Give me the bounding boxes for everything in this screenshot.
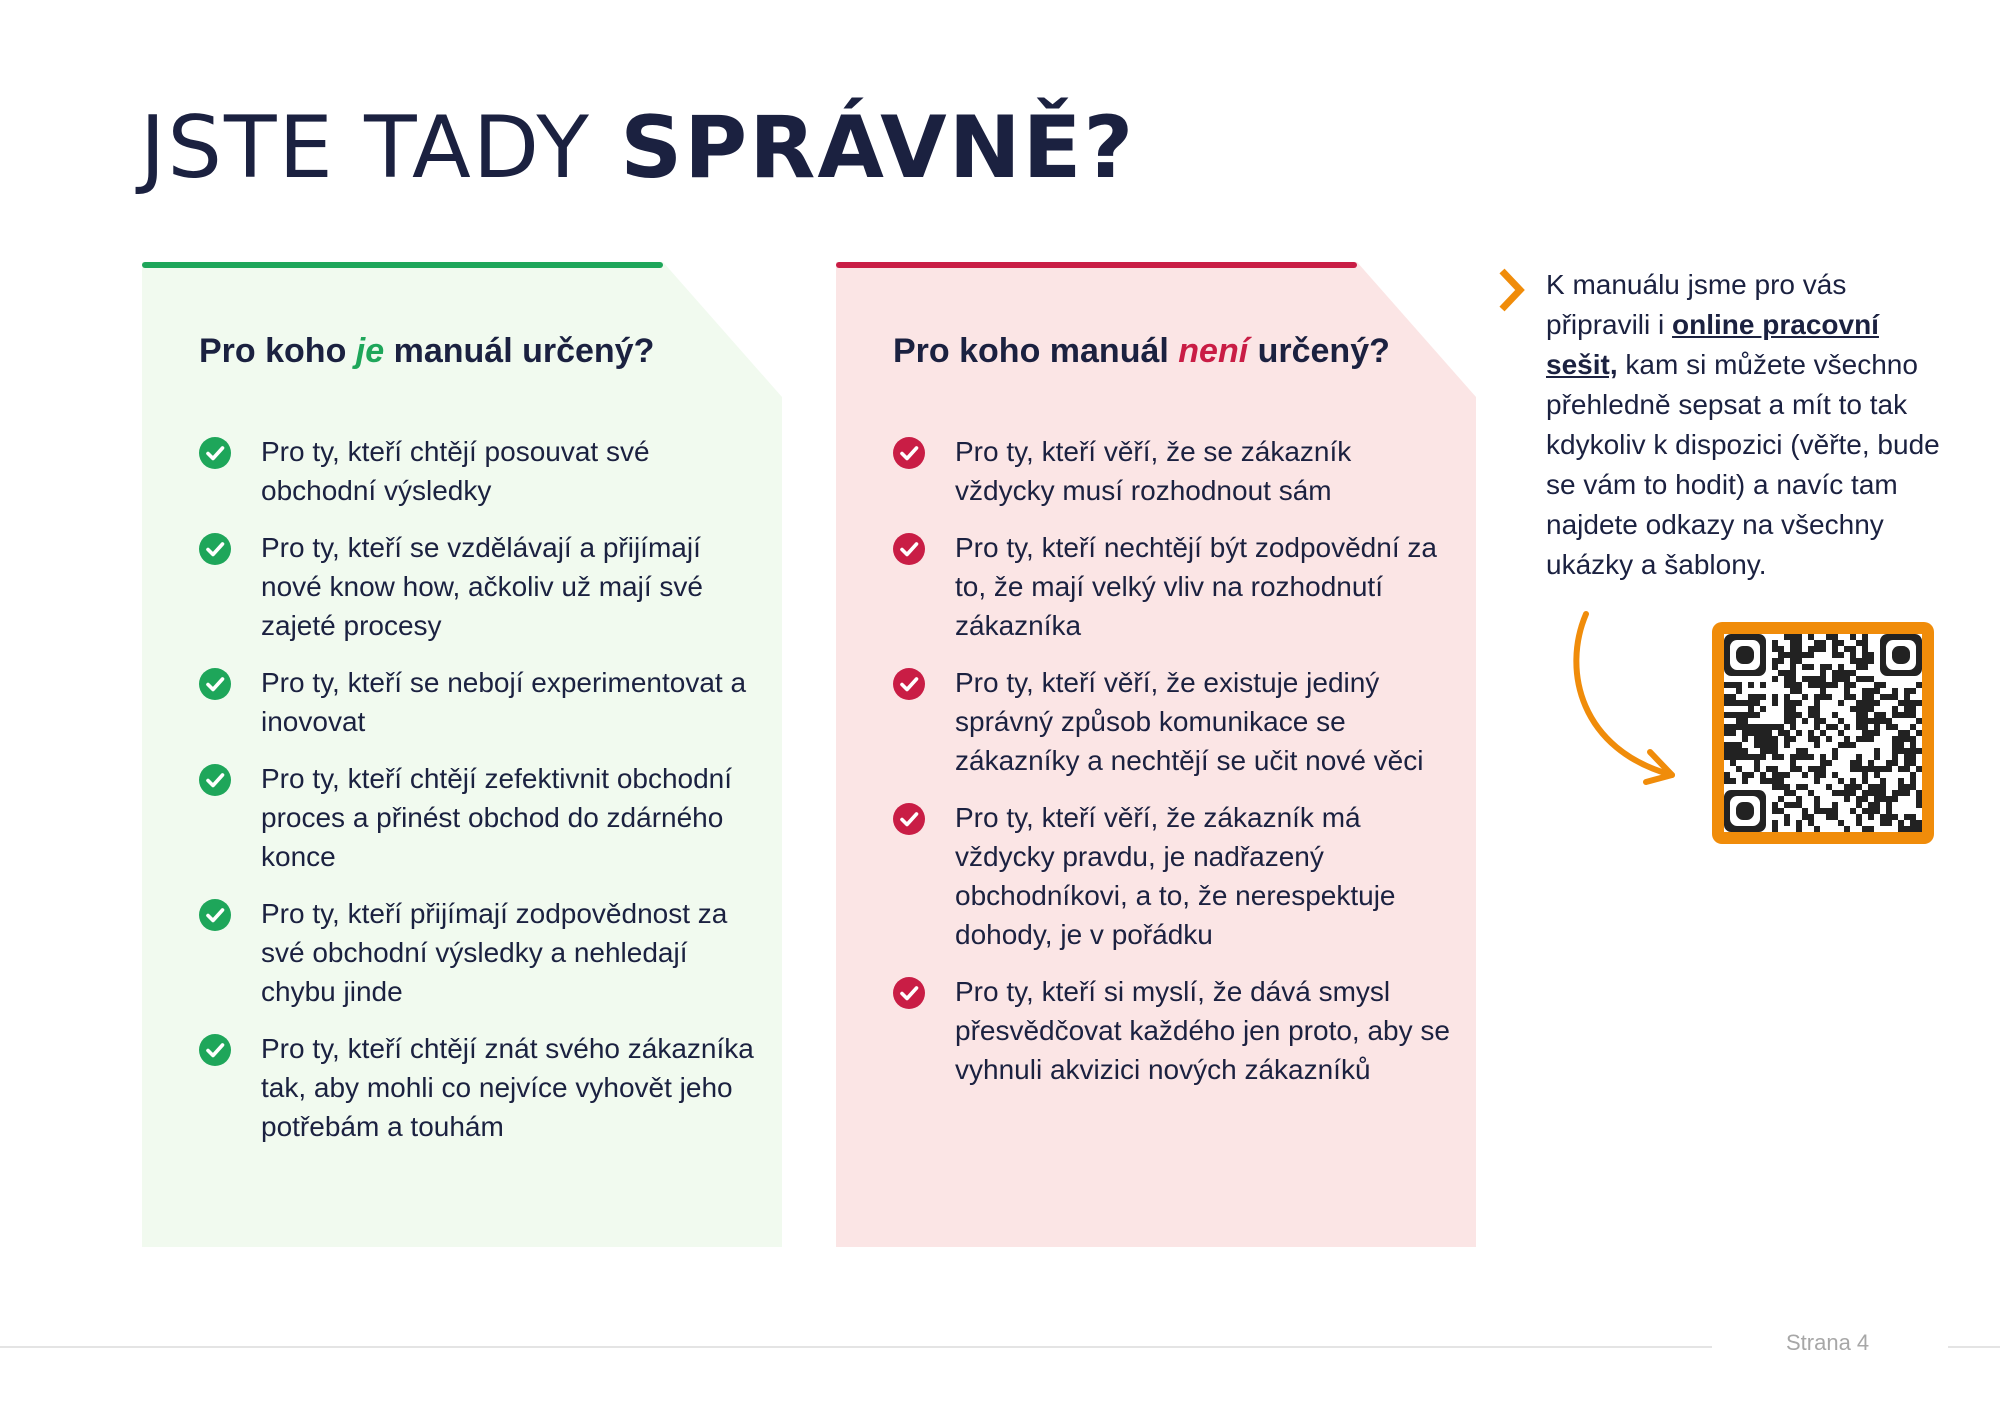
no-card-accent-bar [836, 262, 1357, 268]
no-card [836, 262, 1476, 1247]
no-list-item [893, 432, 1453, 510]
title-light: JSTE TADY [140, 98, 621, 198]
yes-heading-emphasis: je [355, 332, 385, 370]
yes-list-item [199, 1029, 759, 1146]
yes-item-text: Pro ty, kteří se vzdělávají a přijímají nové know how, ačkoliv už mají své zajeté procesy [261, 532, 703, 641]
curved-arrow-icon [1560, 610, 1680, 790]
title-bold: SPRÁVNĚ? [620, 98, 1136, 198]
check-circle-icon [199, 899, 231, 931]
yes-item-text: Pro ty, kteří chtějí posouvat své obchodní výsledky [261, 436, 650, 506]
no-list [893, 432, 1453, 1107]
check-circle-icon [893, 668, 925, 700]
check-circle-icon [199, 1034, 231, 1066]
check-circle-icon [199, 764, 231, 796]
side-note-text-after: kam si můžete všechno přehledně sepsat a mít to tak kdykoliv k dispozici (věřte, bude se vám to hodit) a navíc tam najdete odkazy na všechny ukázky a šablony. [1546, 349, 1940, 580]
no-item-text: Pro ty, kteří si myslí, že dává smysl přesvědčovat každého jen proto, aby se vyhnuli akvizici nových zákazníků [955, 976, 1450, 1085]
check-circle-icon [893, 803, 925, 835]
qr-code [1724, 634, 1922, 832]
check-circle-icon [893, 977, 925, 1009]
check-circle-icon [199, 437, 231, 469]
yes-card-accent-bar [142, 262, 663, 268]
no-heading-part2: určený? [1248, 332, 1390, 370]
yes-list-item [199, 759, 759, 876]
yes-heading-part2: manuál určený? [384, 332, 655, 370]
no-list-item [893, 663, 1453, 780]
yes-item-text: Pro ty, kteří chtějí znát svého zákazníka tak, aby mohli co nejvíce vyhovět jeho potřebám a touhám [261, 1033, 754, 1142]
check-circle-icon [893, 437, 925, 469]
yes-list-item [199, 663, 759, 741]
side-note [1496, 265, 1956, 585]
yes-card-heading [199, 332, 654, 371]
no-item-text: Pro ty, kteří nechtějí být zodpovědní za to, že mají velký vliv na rozhodnutí zákazníka [955, 532, 1437, 641]
online-workbook-link[interactable]: online pracovní sešit, [1546, 309, 1879, 380]
no-list-item [893, 972, 1453, 1089]
check-circle-icon [199, 533, 231, 565]
check-circle-icon [893, 533, 925, 565]
no-list-item [893, 798, 1453, 954]
yes-item-text: Pro ty, kteří se nebojí experimentovat a inovovat [261, 667, 747, 737]
chevron-right-icon [1496, 267, 1526, 313]
yes-item-text: Pro ty, kteří chtějí zefektivnit obchodní proces a přinést obchod do zdárného konce [261, 763, 733, 872]
side-note-text-before: K manuálu jsme pro vás připravili i [1546, 269, 1847, 340]
yes-item-text: Pro ty, kteří přijímají zodpovědnost za své obchodní výsledky a nehledají chybu jinde [261, 898, 728, 1007]
page-number: Strana 4 [1786, 1330, 1870, 1355]
no-list-item [893, 528, 1453, 645]
qr-code-frame[interactable] [1712, 622, 1934, 844]
no-heading-emphasis: není [1178, 332, 1249, 370]
side-note-text [1546, 265, 1956, 585]
yes-list-item [199, 432, 759, 510]
yes-list-item [199, 528, 759, 645]
page-title [140, 98, 1136, 198]
yes-list-item [199, 894, 759, 1011]
yes-card [142, 262, 782, 1247]
yes-heading-part1: Pro koho [199, 332, 356, 370]
no-item-text: Pro ty, kteří věří, že se zákazník vždycky musí rozhodnout sám [955, 436, 1352, 506]
no-item-text: Pro ty, kteří věří, že zákazník má vždycky pravdu, je nadřazený obchodníkovi, a to, že nerespektuje dohody, je v pořádku [955, 802, 1396, 950]
footer-divider-right [1948, 1346, 2000, 1348]
check-circle-icon [199, 668, 231, 700]
footer-divider-left [0, 1346, 1712, 1348]
no-card-heading [893, 332, 1390, 371]
no-heading-part1: Pro koho manuál [893, 332, 1179, 370]
yes-list [199, 432, 759, 1164]
no-item-text: Pro ty, kteří věří, že existuje jediný správný způsob komunikace se zákazníky a nechtějí se učit nové věci [955, 667, 1424, 776]
